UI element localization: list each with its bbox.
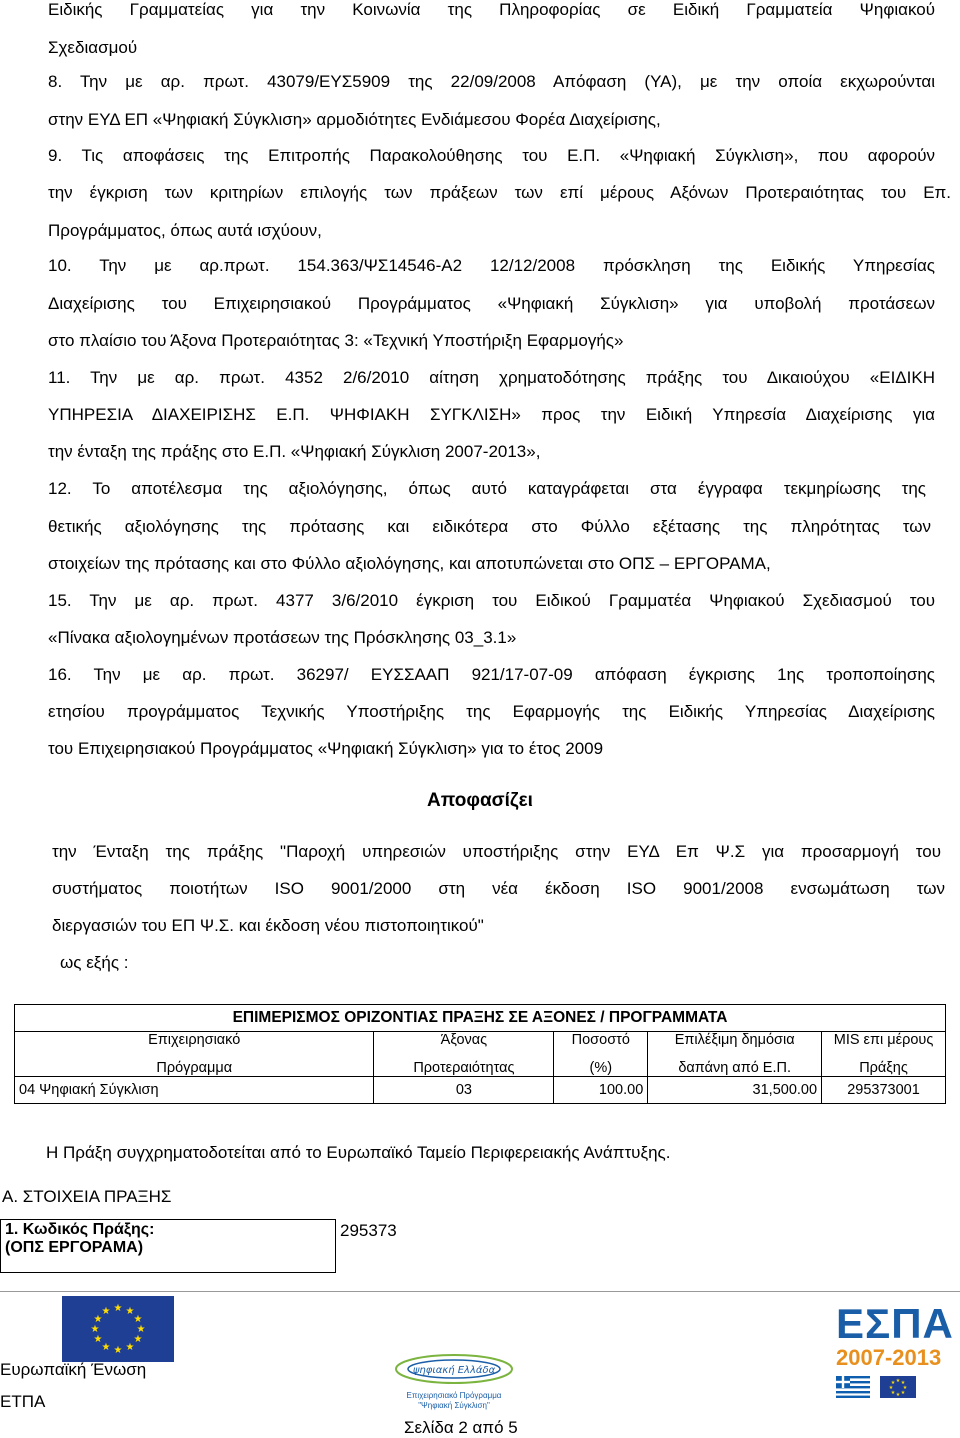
col-header-mis: MIS επι μέρους Πράξης	[822, 1032, 946, 1077]
text-line: 16. Την με αρ. πρωτ. 36297/ ΕΥΣΣΑΑΠ 921/17-07-09 απόφαση έγκρισης 1ης τροποποίησης	[48, 665, 935, 684]
text-line: Σχεδιασμού	[48, 38, 138, 57]
svg-text:★: ★	[101, 1342, 111, 1353]
code-table	[0, 1219, 494, 1273]
svg-text:★: ★	[125, 1306, 135, 1317]
svg-text:★: ★	[900, 1380, 906, 1386]
svg-text:★: ★	[890, 1390, 896, 1396]
svg-text:★: ★	[113, 1345, 123, 1356]
svg-text:★: ★	[93, 1314, 103, 1325]
svg-text:★: ★	[888, 1385, 894, 1391]
allocation-title: ΕΠΙΜΕΡΙΣΜΟΣ ΟΡΙΖΟΝΤΙΑΣ ΠΡΑΞΗΣ ΣΕ ΑΞΟΝΕΣ / ΠΡΟΓΡΑΜΜΑΤΑ	[15, 1005, 946, 1032]
table-row	[15, 1077, 946, 1104]
cell-program: 04 Ψηφιακή Σύγκλιση	[15, 1077, 374, 1104]
code-label: 1. Κωδικός Πράξης: (ΟΠΣ ΕΡΓΟΡΑΜΑ)	[1, 1220, 336, 1273]
svg-text:★: ★	[125, 1342, 135, 1353]
text-line: Προγράμματος, όπως αυτά ισχύουν,	[48, 221, 322, 240]
page-number: Σελίδα 2 από 5	[404, 1418, 518, 1437]
svg-text:★: ★	[113, 1303, 123, 1314]
text-line: ετησίου προγράμματος Τεχνικής Υποστήριξης της Εφαρμογής της Ειδικής Υπηρεσίας Διαχείρισης	[48, 702, 935, 721]
decision-title: Αποφασίζει	[427, 790, 533, 811]
flags-icon	[836, 1374, 956, 1400]
text-line: την έγκριση των κριτηρίων επιλογής των πράξεων των επί μέρους Αξόνων Προτεραιότητας του Επ.	[48, 183, 951, 202]
text-line: «Πίνακα αξιολογημένων προτάσεων της Πρόσκλησης 03_3.1»	[48, 628, 517, 647]
text-line: 9. Τις αποφάσεις της Επιτροπής Παρακολούθησης του Ε.Π. «Ψηφιακή Σύγκλιση», που αφορούν	[48, 146, 935, 165]
text-line: 8. Την με αρ. πρωτ. 43079/ΕΥΣ5909 της 22/09/2008 Απόφαση (ΥΑ), με την οποία εκχωρούνται	[48, 72, 935, 91]
text-line: ΥΠΗΡΕΣΙΑ ΔΙΑΧΕΙΡΙΣΗΣ Ε.Π. ΨΗΦΙΑΚΗ ΣΥΓΚΛΙΣΗ» προς την Ειδική Υπηρεσία Διαχείρισης για	[48, 405, 935, 424]
text-line: 10. Την με αρ.πρωτ. 154.363/ΨΣ14546-Α2 12/12/2008 πρόσκληση της Ειδικής Υπηρεσίας	[48, 256, 935, 275]
svg-text:★: ★	[902, 1385, 908, 1391]
svg-text:★: ★	[101, 1306, 111, 1317]
footer-divider	[0, 1291, 960, 1292]
code-value: 295373	[340, 1220, 397, 1240]
eu-flag-logo	[62, 1296, 174, 1367]
cell-percent: 100.00	[554, 1077, 648, 1104]
section-a-heading: Α. ΣΤΟΙΧΕΙΑ ΠΡΑΞΗΣ	[2, 1187, 172, 1206]
svg-text:★: ★	[133, 1314, 143, 1325]
text-line: Ειδικής Γραμματείας για την Κοινωνία της Πληροφορίας σε Ειδική Γραμματεία Ψηφιακού	[48, 0, 935, 19]
text-line: 11. Την με αρ. πρωτ. 4352 2/6/2010 αίτηση χρηματοδότησης πράξης του Δικαιούχου «ΕΙΔΙΚΗ	[48, 368, 935, 387]
text-line: συστήματος ποιοτήτων ISO 9001/2000 στη νέα έκδοση ISO 9001/2008 ενσωμάτωση των	[52, 879, 945, 898]
svg-text:★: ★	[93, 1334, 103, 1345]
svg-text:★: ★	[895, 1378, 901, 1384]
text-line: στο πλαίσιο του Άξονα Προτεραιότητας 3: «Τεχνική Υποστήριξη Εφαρμογής»	[48, 331, 624, 350]
allocation-table	[14, 1004, 946, 1104]
svg-text:★: ★	[900, 1390, 906, 1396]
text-line: Διαχείρισης του Επιχειρησιακού Προγράμματος «Ψηφιακή Σύγκλιση» για υποβολή προτάσεων	[48, 294, 935, 313]
svg-text:★: ★	[90, 1324, 100, 1335]
text-line: 15. Την με αρ. πρωτ. 4377 3/6/2010 έγκριση του Ειδικού Γραμματέα Ψηφιακού Σχεδιασμού του	[48, 591, 935, 610]
cofund-text: Η Πράξη συγχρηματοδοτείται από το Ευρωπαϊκό Ταμείο Περιφερειακής Ανάπτυξης.	[46, 1143, 671, 1162]
text-line: του Επιχειρησιακού Προγράμματος «Ψηφιακή Σύγκλιση» για το έτος 2009	[48, 739, 604, 758]
text-line: διεργασιών του ΕΠ Ψ.Σ. και έκδοση νέου πιστοποιητικού"	[52, 916, 484, 935]
etpa-label: ΕΤΠΑ	[0, 1392, 46, 1411]
text-line: στοιχείων της πρότασης και στο Φύλλο αξιολόγησης, και αποτυπώνεται στο ΟΠΣ – ΕΡΓΟΡΑΜΑ,	[48, 554, 771, 573]
svg-text:★: ★	[890, 1380, 896, 1386]
digital-greece-logo: ψηφιακή Ελλάδα Επιχειρησιακό Πρόγραμμα "Ψηφιακή Σύγκλιση"	[392, 1352, 516, 1408]
eu-label: Ευρωπαϊκή Ένωση	[0, 1360, 147, 1379]
text-line: την Ένταξη της πράξης "Παροχή υπηρεσιών υποστήριξης στην ΕΥΔ Επ Ψ.Σ για προσαρμογή του	[52, 842, 941, 861]
cell-axis: 03	[374, 1077, 554, 1104]
text-line: την ένταξη της πράξης στο Ε.Π. «Ψηφιακή Σύγκλιση 2007-2013»,	[48, 442, 541, 461]
col-header-program: Επιχειρησιακό Πρόγραμμα	[15, 1032, 374, 1077]
espa-logo: ΕΣΠΑ 2007-2013 ★ ★ ★ ★ ★ ★ ★ ★	[836, 1302, 956, 1402]
col-header-expense: Επιλέξιμη δημόσια δαπάνη από Ε.Π.	[648, 1032, 822, 1077]
text-line: θετικής αξιολόγησης της πρότασης και ειδικότερα στο Φύλλο εξέτασης της πληρότητας των	[48, 517, 931, 536]
svg-text:ψηφιακή Ελλάδα: ψηφιακή Ελλάδα	[412, 1365, 496, 1376]
text-line: ως εξής :	[60, 953, 129, 972]
text-line: στην ΕΥΔ ΕΠ «Ψηφιακή Σύγκλιση» αρμοδιότητες Ενδιάμεσου Φορέα Διαχείρισης,	[48, 110, 661, 129]
text-line: 12. Το αποτέλεσμα της αξιολόγησης, όπως αυτό καταγράφεται στα έγγραφα τεκμηρίωσης της	[48, 479, 926, 498]
cell-mis: 295373001	[822, 1077, 946, 1104]
svg-text:★: ★	[133, 1334, 143, 1345]
svg-text:★: ★	[136, 1324, 146, 1335]
col-header-percent: Ποσοστό (%)	[554, 1032, 648, 1077]
col-header-axis: Άξονας Προτεραιότητας	[374, 1032, 554, 1077]
svg-text:★: ★	[895, 1392, 901, 1398]
cell-expense: 31,500.00	[648, 1077, 822, 1104]
